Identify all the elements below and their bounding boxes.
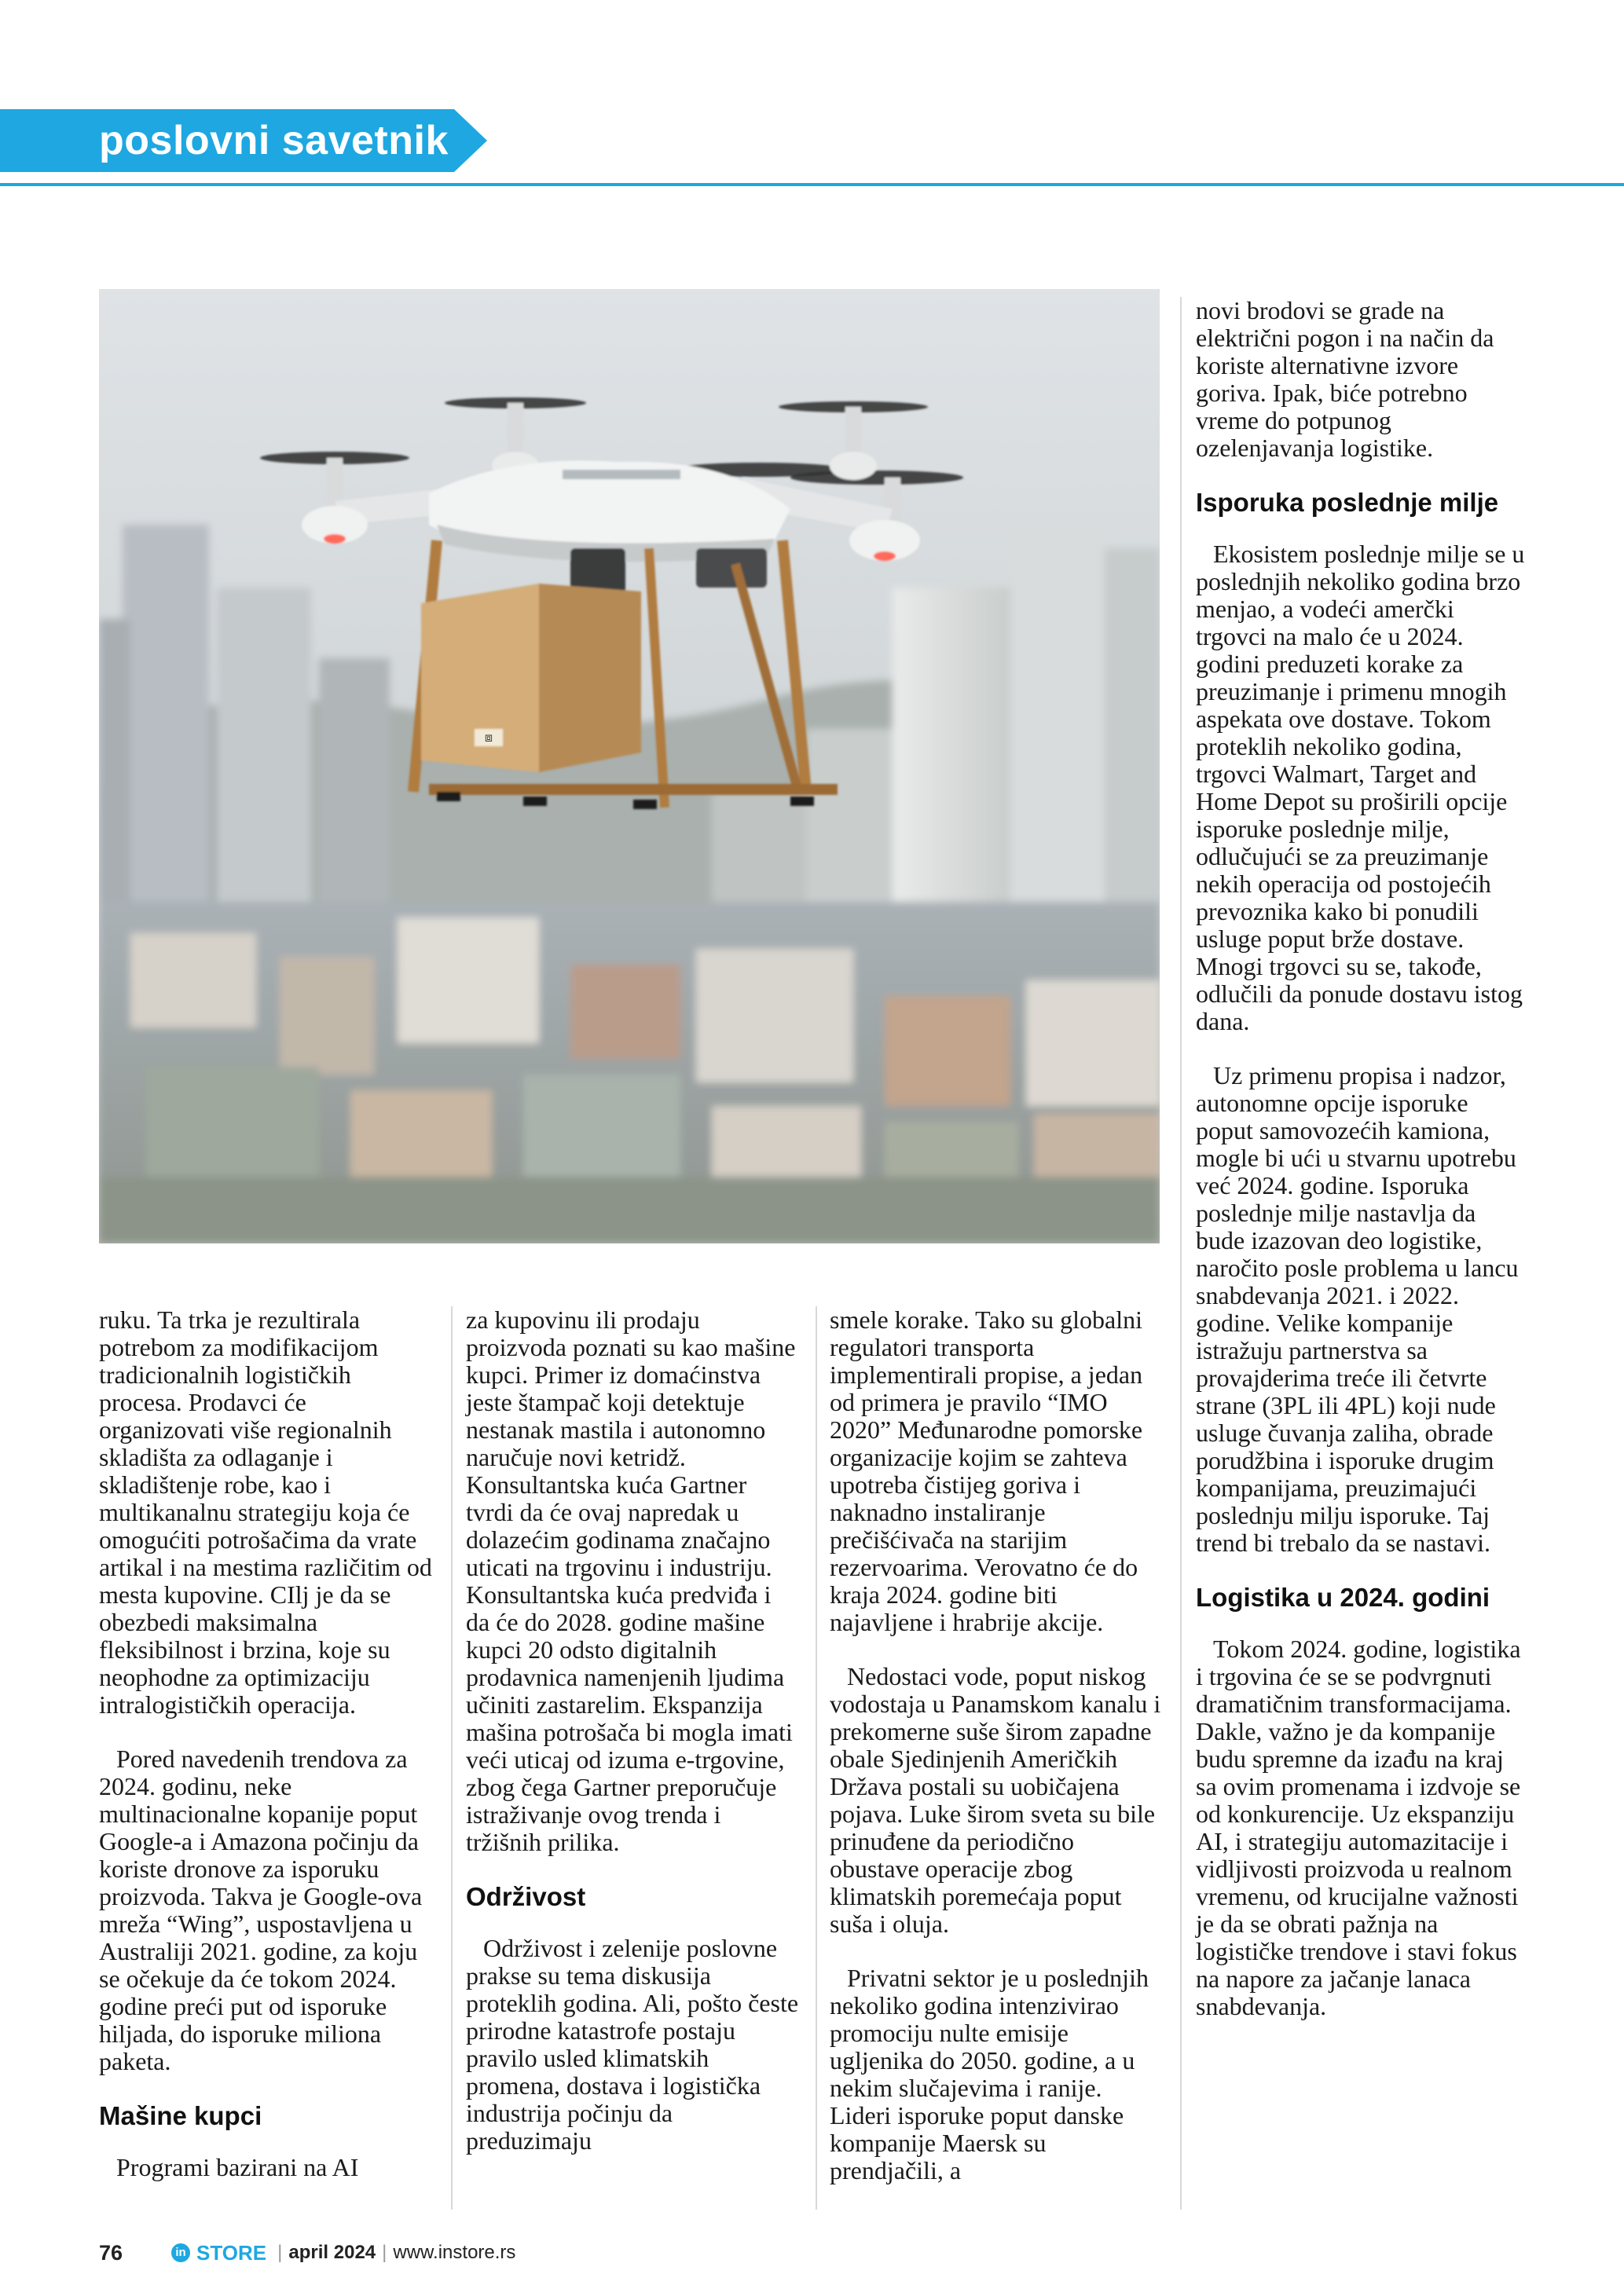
subheading-logistika-2024: Logistika u 2024. godini [1196,1583,1490,1612]
website-url[interactable]: www.instore.rs [393,2242,516,2263]
issue-date: april 2024 [288,2242,376,2263]
page-footer [99,2237,515,2269]
subheading-isporuka-poslednje-milje: Isporuka poslednje milje [1196,488,1499,517]
section-title: poslovni savetnik [99,118,449,163]
page-number: 76 [99,2241,123,2265]
paragraph: novi brodovi se grade na električni pogon i na način da koriste alternativne izvore goriva. Ipak, biće potrebno vreme do potpunog ozelenjavanja logistike. [1196,296,1494,462]
paragraph: Privatni sektor je u poslednjih nekoliko godina intenzivirao promociju nulte emisije ugljenika do 2050. godine, a u nekim slučajevima i ranije. Lideri isporuke poput danske kompanije Maersk su prendjačili, a [830,1964,1149,2184]
drone-photo [99,289,1160,1243]
paragraph: Tokom 2024. godine, logistika i trgovina će se se podvrgnuti dramatičnim transformacijama. Dakle, važno je da kompanije budu spremne da izađu na kraj sa ovim promenama i izdvoje se od konkurencije. Uz ekspanziju AI, i strategiju automazitacije i vidljivosti proizvoda u realnom vremenu, od krucijalne važnosti je da se obrati pažnja na logističke trendove i stavi fokus na napore za jačanje lanaca snabdevanja. [1196,1635,1521,2020]
column-rule [451,1306,453,2210]
publication-logo: STORE [196,2241,267,2265]
paragraph: Nedostaci vode, poput niskog vodostaja u Panamskom kanalu i prekomerne suše širom zapadne obale Sjedinjenih Američkih Država postali su uobičajena pojava. Luke širom sveta su bile prinuđene da periodično obustave operacije zbog klimatskih poremećaja poput suša i oluja. [830,1662,1161,1938]
subheading-masine-kupci: Mašine kupci [99,2101,262,2130]
separator: | [382,2242,387,2263]
header-rule [0,183,1624,186]
paragraph: Ekosistem poslednje milje se u poslednjih nekoliko godina brzo menjao, a vodeći amerčki trgovci na malo će u 2024. godini preduzeti korake za preuzimanje i primenu mnogih aspekata ove dostave. Tokom proteklih nekoliko godina, trgovci Walmart, Target and Home Depot su proširili opcije isporuke poslednje milje, odlučujući se za preuzimanje nekih operacija od postojećih prevoznika kako bi ponudili usluge poput brže dostave. Mnogi trgovci su se, takođe, odlučili da ponude dostavu istog dana. [1196,540,1525,1035]
paragraph: smele korake. Tako su globalni regulatori transporta implementirali propise, a jedan od primera je pravilo “IMO 2020” Međunarodne pomorske organizacije kojim se zahteva upotreba čistijeg goriva i naknadno instaliranje prečišćivača na starijim rezervoarima. Verovatno će do kraja 2024. godine biti najavljene i hrabrije akcije. [830,1305,1143,1636]
text-column-4 [1196,297,1530,2047]
paragraph: Uz primenu propisa i nadzor, autonomne opcije isporuke poput samovozećih kamiona, mogle bi ući u stvarnu upotrebu već 2024. godine. Isporuka poslednje milje nastavlja da bude izazovan deo logistike, naročito posle problema u lancu snabdevanja 2021. i 2022. godine. Velike kompanije istražuju partnerstva sa provajderima treće ili četvrte strane (3PL ili 4PL) koji nude usluge čuvanja zaliha, obrade porudžbina i isporuke drugim kompanijama, preuzimajući poslednju milju isporuke. Taj trend bi trebalo da se nastavi. [1196,1061,1519,1557]
subheading-odrzivost: Održivost [466,1882,586,1911]
text-column-1 [99,1306,437,2208]
separator: | [277,2242,283,2263]
column-rule [816,1306,817,2210]
paragraph: ruku. Ta trka je rezultirala potrebom za modifikacijom tradicionalnih logističkih procesa. Prodavci će organizovati više regionalnih skladišta za odlaganje i skladištenje robe, kao i multikanalnu strategiju koja će omogućiti potrošačima da vrate artikal i na mestima različitim od mesta kupovine. CIlj je da se obezbedi maksimalna fleksibilnost i brzina, koje su neophodne za optimizaciju intralogističkih operacija. [99,1305,432,1719]
column-rule [1180,297,1182,2210]
text-column-3 [830,1306,1164,2211]
paragraph: Programi bazirani na AI [116,2153,359,2181]
box-mark: ⧈ [484,730,493,745]
paragraph: Održivost i zelenije poslovne prakse su tema diskusija proteklih godina. Ali, pošto česte prirodne katastrofe postaju pravilo usled klimatskih promena, dostava i logistička industrija počinju da preduzimaju [466,1934,799,2155]
instore-logo-icon: in [171,2243,190,2262]
paragraph: za kupovinu ili prodaju proizvoda poznati su kao mašine kupci. Primer iz domaćinstva jeste štampač koji detektuje nestanak mastila i autonomno naručuje novi ketridž. Konsultantska kuća Gartner tvrdi da će ovaj napredak u dolazećim godinama značajno uticati na trgovinu i industriju. Konsultantska kuća predviđa i da će do 2028. godine mašine kupci 20 odsto digitalnih prodavnica namenjenih ljudima učiniti zastarelim. Ekspanzija mašina potrošača bi mogla imati veći uticaj od izuma e-trgovine, zbog čega Gartner preporučuje istraživanje ovog trenda i tržišnih prilika. [466,1305,796,1856]
paragraph: Pored navedenih trendova za 2024. godinu, neke multinacionalne kopanije poput Google-a i Amazona počinju da koriste dronove za isporuku proizvoda. Takva je Google-ova mreža “Wing”, uspostavljena u Australiji 2021. godine, za koju se očekuje da će tokom 2024. godine preći put od isporuke hiljada, do isporuke miliona paketa. [99,1745,423,2075]
text-column-2 [466,1306,800,2181]
